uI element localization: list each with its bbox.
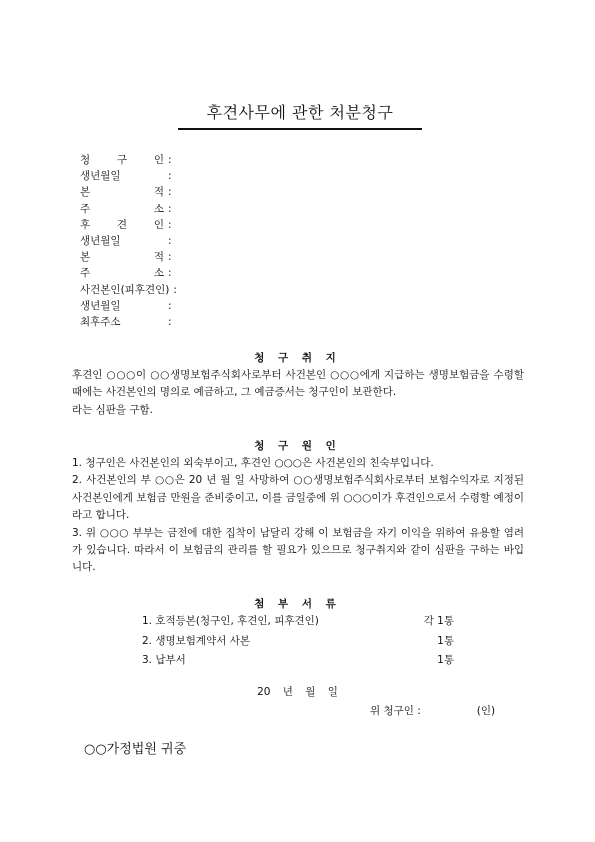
attachment-item: [142, 632, 454, 652]
purpose-section: [72, 367, 524, 419]
field-claimant-birthdate: 생년월일 :: [80, 168, 177, 184]
field-label: 청 구 인: [80, 154, 164, 166]
attachment-label: 2. 생명보험계약서 사본: [142, 634, 250, 647]
purpose-paragraph: 후견인 ○○○이 ○○생명보험주식회사로부터 사건본인 ○○○에게 지급하는 생명보험금을 수령할 때에는 사건본인의 명의로 예금하고, 그 예금증서는 청구인이 보관한다.: [72, 369, 524, 399]
attachment-qty: 1통: [437, 634, 454, 647]
field-label: 주 소: [80, 202, 164, 215]
field-label: 본 적: [80, 186, 164, 199]
field-label: 생년월일: [80, 170, 121, 183]
field-guardian-address: 주 소 :: [80, 265, 177, 281]
field-guardian-domicile: 본 적 :: [80, 249, 177, 265]
signer-line: [370, 703, 495, 718]
field-ward: 사건본인(피후견인) :: [80, 282, 177, 298]
field-label: 후 견 인: [80, 218, 164, 231]
field-label: 최후주소: [80, 315, 121, 328]
purpose-heading: 청 구 취 지: [254, 352, 341, 364]
document-title: 후견사무에 관한 처분청구: [178, 100, 422, 130]
attachment-label: 1. 호적등본(청구인, 후견인, 피후견인): [142, 615, 319, 627]
field-guardian: 후 견 인 :: [80, 217, 177, 233]
field-guardian-birthdate: 생년월일 :: [80, 233, 177, 249]
attachments-list: [142, 612, 454, 671]
field-label: 본 적: [80, 251, 164, 264]
field-claimant-domicile: 본 적 :: [80, 184, 177, 200]
cause-paragraph: 3. 위 ○○○ 부부는 금전에 대한 집착이 남달리 강해 이 보험금을 자기 이익을 위하여 유용할 염려가 있습니다. 따라서 이 보험금의 관리를 할 필요가 있으므로 청구취지와 같이 심판을 구하는 바입니다.: [72, 526, 524, 574]
field-label: 생년월일: [80, 234, 121, 247]
attachment-qty: 1통: [437, 654, 454, 666]
attachment-label: 3. 납부서: [142, 654, 186, 666]
attachment-item: [142, 651, 454, 671]
cause-section: [72, 455, 524, 577]
seal-mark: (인): [476, 705, 496, 717]
field-label: 사건본인(피후견인): [80, 283, 170, 296]
field-ward-last-address: 최후주소 :: [80, 314, 177, 330]
attachments-heading: 첨 부 서 류: [254, 598, 341, 610]
signer-label: 위 청구인 :: [370, 705, 421, 717]
cause-paragraph: 2. 사건본인의 부 ○○은 20 년 월 일 사망하여 ○○생명보험주식회사로부터 보험수익자로 지정된 사건본인에게 보험금 만원을 준비중이고, 이를 금일중에 위 ○○○이가 후견인으로서 수령할 예정이라고 합니다.: [72, 474, 524, 522]
attachment-qty: 각 1통: [423, 615, 454, 627]
cause-heading: 청 구 원 인: [254, 440, 341, 452]
party-info-block: [80, 152, 177, 330]
field-ward-birthdate: 생년월일 :: [80, 298, 177, 314]
purpose-paragraph: 라는 심판을 구함.: [72, 403, 154, 416]
field-claimant: 청 구 인 :: [80, 152, 177, 168]
cause-paragraph: 1. 청구인은 사건본인의 외숙부이고, 후견인 ○○○은 사건본인의 친숙부입니다.: [72, 457, 434, 469]
field-claimant-address: 주 소 :: [80, 201, 177, 217]
field-label: 주 소: [80, 267, 164, 280]
filing-date: 20 년 월 일: [257, 686, 338, 698]
attachment-item: [142, 612, 454, 632]
court-addressee: ○○가정법원 귀중: [84, 742, 187, 757]
field-label: 생년월일: [80, 299, 121, 312]
